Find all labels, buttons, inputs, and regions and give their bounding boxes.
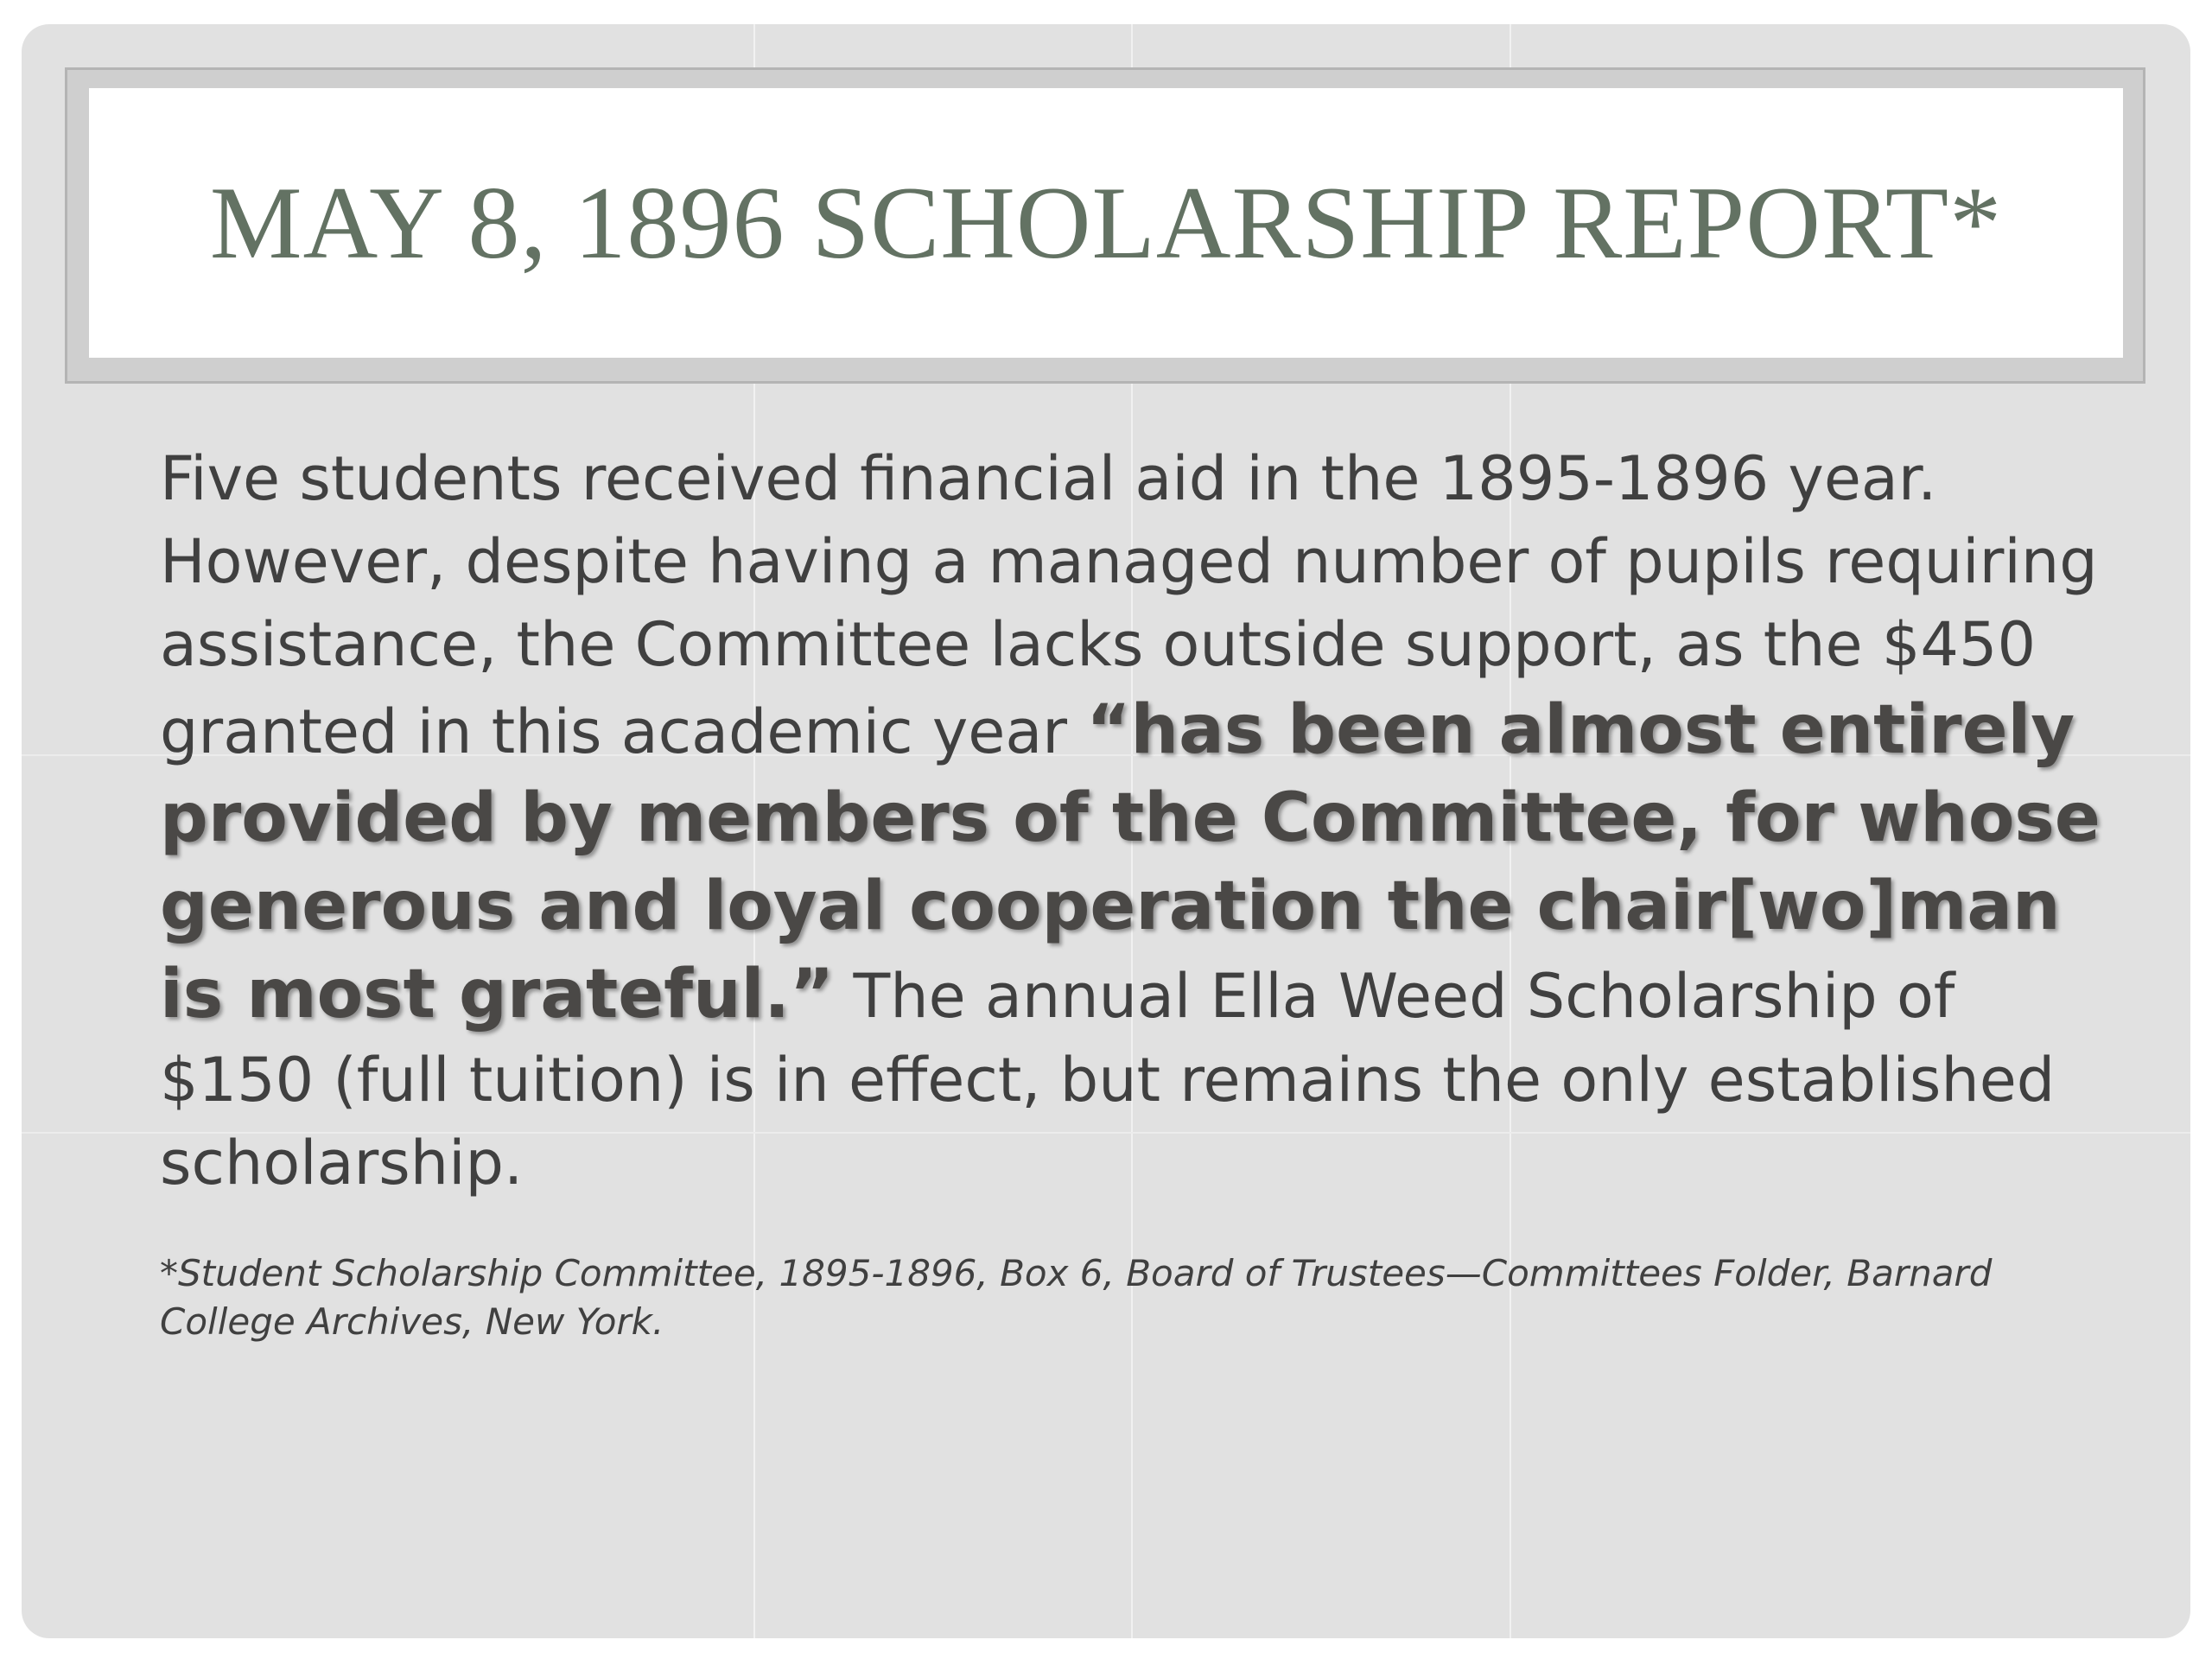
- body-intro-text: Five students received financial aid in the 1895-1896 year. However, despite having a managed number of pupils requiring assistance, the Committee lacks outside support, as the $450 granted in this academic year: [160, 443, 2098, 767]
- body-quote-text: “has been almost entirely provided by members of the Committee, for whose generous and loyal cooperation the chair[wo]man is most grateful.”: [160, 691, 2101, 1033]
- citation-footnote: *Student Scholarship Committee, 1895-1896, Box 6, Board of Trustees—Committees Folder, Barnard College Archives, New York.: [160, 1252, 1993, 1343]
- slide: [22, 24, 2190, 1638]
- body-paragraph: [160, 437, 2113, 1205]
- body-outro-text: The annual Ella Weed Scholarship of $150 (full tuition) is in effect, but remains the only established scholarship.: [160, 961, 2056, 1198]
- title-box: [89, 88, 2123, 358]
- slide-title: MAY 8, 1896 SCHOLARSHIP REPORT*: [209, 165, 2003, 280]
